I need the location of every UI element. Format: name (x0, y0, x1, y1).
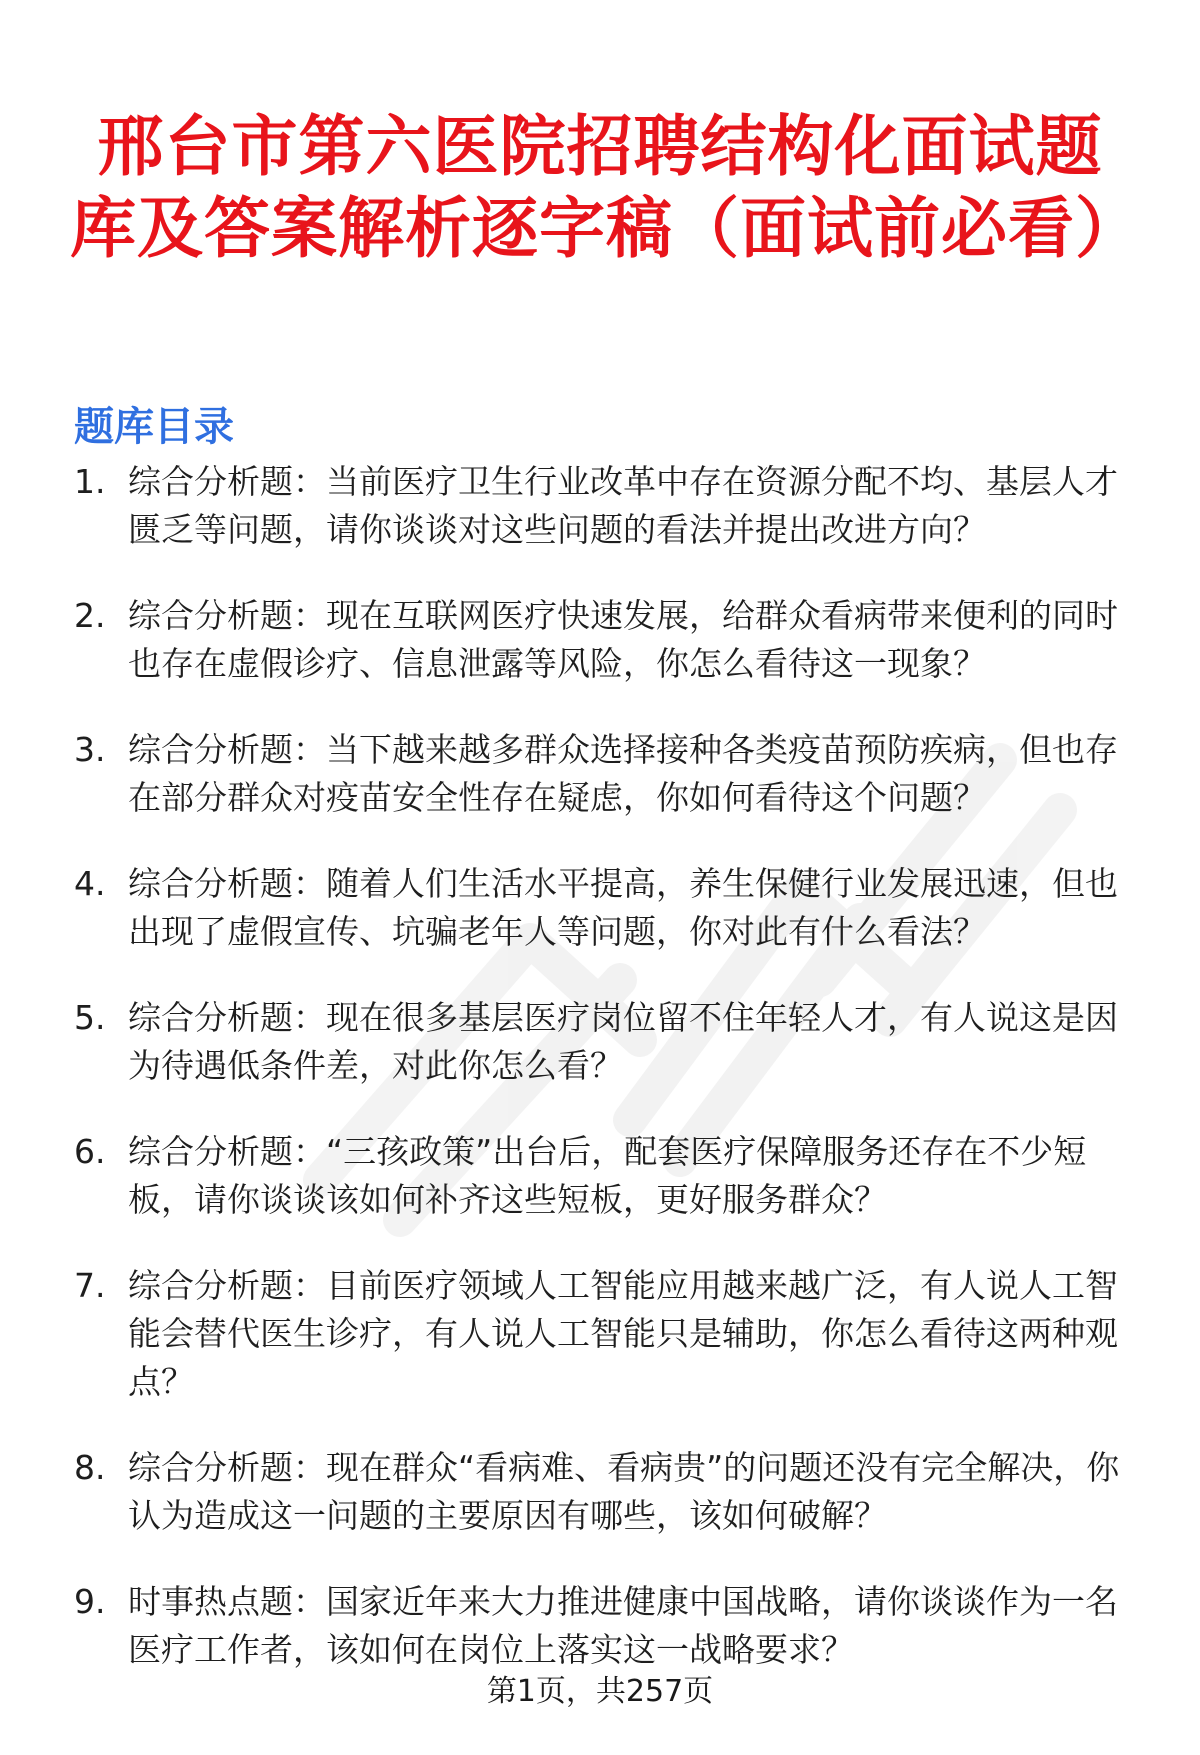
item-number: 5. (74, 998, 106, 1037)
item-number: 8. (74, 1448, 106, 1487)
item-text: 时事热点题：国家近年来大力推进健康中国战略，请你谈谈作为一名医疗工作者，该如何在岗位上落实这一战略要求？ (128, 1582, 1118, 1669)
item-number: 7. (74, 1266, 106, 1305)
item-text: 综合分析题：现在互联网医疗快速发展，给群众看病带来便利的同时也存在虚假诊疗、信息泄露等风险，你怎么看待这一现象？ (128, 596, 1118, 683)
list-item (74, 458, 1140, 554)
item-text: 综合分析题：随着人们生活水平提高，养生保健行业发展迅速，但也出现了虚假宣传、坑骗老年人等问题，你对此有什么看法？ (128, 864, 1118, 951)
item-text: 综合分析题：现在群众“看病难、看病贵”的问题还没有完全解决，你认为造成这一问题的主要原因有哪些，该如何破解？ (128, 1448, 1120, 1535)
item-number: 2. (74, 596, 106, 635)
item-text: 综合分析题：目前医疗领域人工智能应用越来越广泛，有人说人工智能会替代医生诊疗，有人说人工智能只是辅助，你怎么看待这两种观点？ (128, 1266, 1118, 1401)
item-number: 1. (74, 462, 106, 501)
list-item (74, 994, 1140, 1090)
list-item (74, 1262, 1140, 1406)
item-number: 4. (74, 864, 106, 903)
item-text: 综合分析题：当前医疗卫生行业改革中存在资源分配不均、基层人才匮乏等问题，请你谈谈对这些问题的看法并提出改进方向？ (128, 462, 1118, 549)
list-item (74, 1128, 1140, 1224)
list-item (74, 592, 1140, 688)
item-text: 综合分析题：现在很多基层医疗岗位留不住年轻人才，有人说这是因为待遇低条件差，对此你怎么看？ (128, 998, 1118, 1085)
list-item (74, 860, 1140, 956)
item-number: 6. (74, 1132, 106, 1171)
item-number: 3. (74, 730, 106, 769)
list-item (74, 1444, 1140, 1540)
question-list (74, 458, 1140, 1712)
page-footer: 第1页，共257页 (486, 1674, 714, 1709)
item-text: 综合分析题：“三孩政策”出台后，配套医疗保障服务还存在不少短板，请你谈谈该如何补齐这些短板，更好服务群众？ (128, 1132, 1087, 1219)
item-text: 综合分析题：当下越来越多群众选择接种各类疫苗预防疾病，但也存在部分群众对疫苗安全性存在疑虑，你如何看待这个问题？ (128, 730, 1118, 817)
toc-heading: 题库目录 (74, 404, 234, 451)
item-number: 9. (74, 1582, 106, 1621)
list-item (74, 1578, 1140, 1674)
list-item (74, 726, 1140, 822)
document-title: 邢台市第六医院招聘结构化面试题库及答案解析逐字稿（面试前必看） (70, 108, 1142, 268)
